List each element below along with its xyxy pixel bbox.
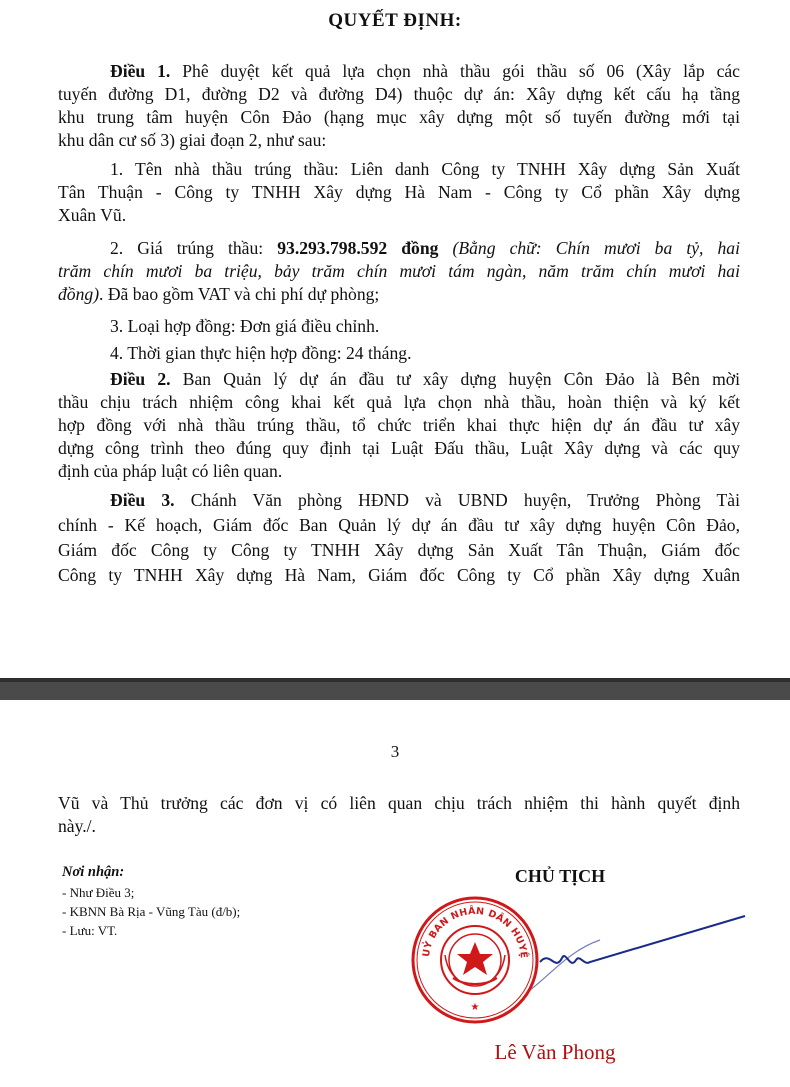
svg-text:UỶ BAN NHÂN DÂN HUYỆN CÔN ĐẢO: UỶ BAN NHÂN DÂN HUYỆ	[421, 905, 530, 959]
article1-label: Điều 1.	[110, 61, 171, 81]
article1-line2: tuyến đường D1, đường D2 và đường D4) thuộc dự án: Xây dựng kết cấu hạ tầng	[58, 84, 740, 104]
continuation-line2: này./.	[58, 816, 96, 836]
article1-line4: khu dân cư số 3) giai đoạn 2, như sau:	[58, 130, 327, 150]
item2-line1: 2. Giá trúng thầu: 93.293.798.592 đồng (Bằng chữ: Chín mươi ba tỷ, hai	[110, 238, 740, 258]
official-seal-icon	[413, 898, 537, 1022]
item1-line1: 1. Tên nhà thầu trúng thầu: Liên danh Công ty TNHH Xây dựng Sản Xuất	[110, 159, 740, 179]
article1-line1: Điều 1. Phê duyệt kết quả lựa chọn nhà thầu gói thầu số 06 (Xây lắp các	[110, 61, 740, 81]
signer-name: Lê Văn Phong	[494, 1040, 616, 1064]
article2-line1: Điều 2. Ban Quản lý dự án đầu tư xây dựng huyện Côn Đảo là Bên mời	[110, 369, 740, 389]
recipients-title: Nơi nhận:	[62, 864, 125, 880]
item1-line3: Xuân Vũ.	[58, 205, 127, 225]
recipient-item: - Như Điều 3;	[62, 885, 135, 900]
recipient-item: - Lưu: VT.	[62, 923, 118, 938]
winning-price: 93.293.798.592 đồng	[277, 238, 439, 258]
item3: 3. Loại hợp đồng: Đơn giá điều chỉnh.	[110, 316, 380, 336]
article3-line2: chính - Kế hoạch, Giám đốc Ban Quản lý dự án đầu tư xây dựng huyện Côn Đảo,	[58, 515, 740, 535]
decision-heading: QUYẾT ĐỊNH:	[328, 10, 462, 31]
item2-line2: trăm chín mươi ba triệu, bảy trăm chín mươi tám ngàn, năm trăm chín mươi hai	[58, 261, 740, 281]
article3-label: Điều 3.	[110, 490, 175, 510]
item1-line2: Tân Thuận - Công ty TNHH Xây dựng Hà Nam - Công ty Cổ phần Xây dựng	[58, 182, 740, 202]
article2-line4: dựng công trình theo đúng quy định tại Luật Đấu thầu, Luật Xây dựng và các quy	[58, 438, 740, 458]
article2-line2: thầu chịu trách nhiệm công khai kết quả lựa chọn nhà thầu, hoàn thiện và ký kết	[58, 392, 740, 412]
article2-label: Điều 2.	[110, 369, 171, 389]
item4: 4. Thời gian thực hiện hợp đồng: 24 tháng.	[110, 343, 412, 363]
item2-line3: đồng). Đã bao gồm VAT và chi phí dự phòng;	[58, 284, 380, 304]
seal-and-signature	[400, 880, 770, 1040]
chairman-title: CHỦ TỊCH	[514, 866, 606, 886]
article1-line3: khu trung tâm huyện Côn Đảo (hạng mục xây dựng một số tuyến đường mới tại	[58, 107, 740, 127]
page-break-divider	[0, 678, 790, 700]
recipient-item: - KBNN Bà Rịa - Vũng Tàu (đ/b);	[62, 904, 241, 919]
continuation-line1: Vũ và Thủ trưởng các đơn vị có liên quan chịu trách nhiệm thi hành quyết định	[58, 793, 740, 813]
article2-line5: định của pháp luật có liên quan.	[58, 461, 283, 481]
article3-line1: Điều 3. Chánh Văn phòng HĐND và UBND huyện, Trưởng Phòng Tài	[110, 490, 741, 510]
article2-line3: hợp đồng với nhà thầu trúng thầu, tổ chức triển khai thực hiện dự án đầu tư xây	[58, 415, 740, 435]
svg-text:★: ★	[470, 1002, 480, 1013]
article3-line3: Giám đốc Công ty Công ty TNHH Xây dựng Sản Xuất Tân Thuận, Giám đốc	[58, 540, 740, 560]
page-number: 3	[390, 742, 400, 761]
article3-line4: Công ty TNHH Xây dựng Hà Nam, Giám đốc Công ty Cổ phần Xây dựng Xuân	[58, 565, 740, 585]
